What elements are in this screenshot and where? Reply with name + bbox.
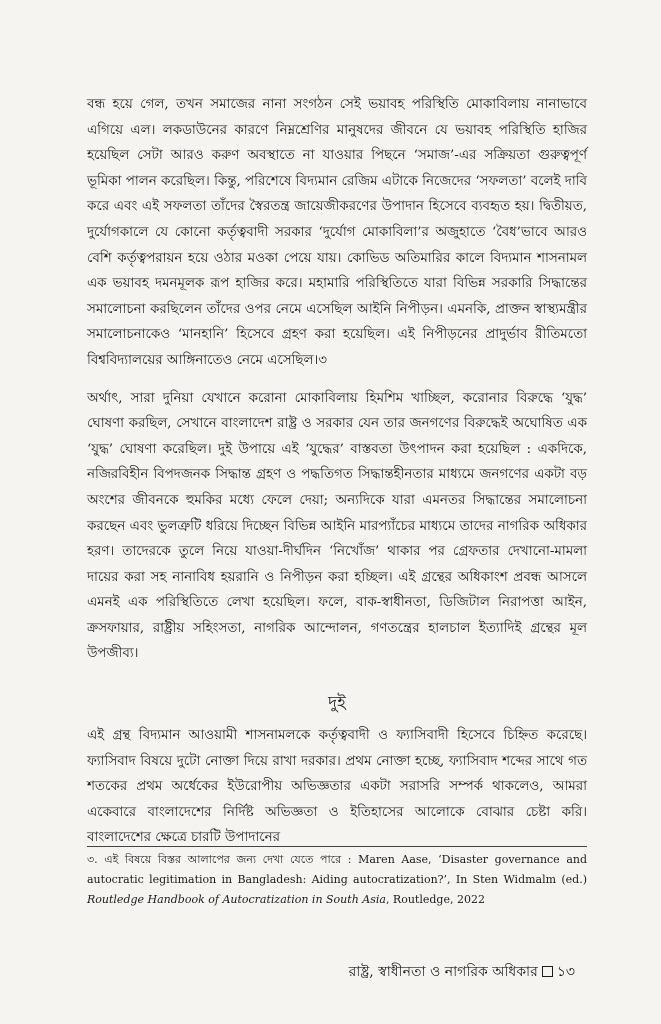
footnote (87, 850, 587, 910)
main-text-block (87, 92, 587, 851)
footnote-book-title: Routledge Handbook of Autocratization in South Asia (87, 893, 386, 906)
square-box-icon (542, 966, 553, 977)
body-paragraph-1: বন্ধ হয়ে গেল, তখন সমাজের নানা সংগঠন সেই ভয়াবহ পরিস্থিতি মোকাবিলায় নানাভাবে এগিয়ে এল। লকডাউনের কারণে নিম্নশ্রেণির মানুষদের জীবনে যে ভয়াবহ পরিস্থিতি হাজির হয়েছিল সেটা আরও করুণ অবস্থাতে না যাওয়ার পিছনে ‘সমাজ’-এর সক্রিয়তা গুরুত্বপূর্ণ ভূমিকা পালন করেছিল। কিন্তু, পরিশেষে বিদ্যমান রেজিম এটাকে নিজেদের ‘সফলতা’ বলেই দাবি করে এবং এই সফলতা তাঁদের স্বৈরতন্ত্র জায়েজীকরণের উপাদান হিসেবে ব্যবহৃত হয়। দ্বিতীয়ত, দুর্যোগকালে যে কোনো কর্তৃত্ববাদী সরকার ‘দুর্যোগ মোকাবিলা’র অজুহাতে ‘বৈধ’ভাবে আরও বেশি কর্তৃত্বপরায়ন হয়ে ওঠার মওকা পেয়ে যায়। কোভিড অতিমারির কালে বিদ্যমান শাসনামল এক ভয়াবহ দমনমূলক রূপ হাজির করে। মহামারি পরিস্থিতিতে যারা বিভিন্ন সরকারি সিদ্ধান্তের সমালোচনা করছিলেন তাঁদের ওপর নেমে এসেছিল আইনি নিপীড়ন। এমনকি, প্রাক্তন স্বাস্থ্যমন্ত্রীর সমালোচনাকেও ‘মানহানি’ হিসেবে গ্রহণ করা হয়েছিল। এই নিপীড়নের প্রাদুর্ভাব রীতিমতো বিশ্ববিদ্যালয়ের আঙ্গিনাতেও নেমে এসেছিল।৩ (87, 97, 587, 368)
body-paragraph-2: অর্থাৎ, সারা দুনিয়া যেখানে করোনা মোকাবিলায় হিমশিম খাচ্ছিল, করোনার বিরুদ্ধে ‘যুদ্ধ’ ঘোষণা করছিল, সেখানে বাংলাদেশ রাষ্ট্র ও সরকার যেন তার জনগণের বিরুদ্ধেই অঘোষিত এক ‘যুদ্ধ’ ঘোষণা করেছিল। দুই উপায়ে এই ‘যুদ্ধের’ বাস্তবতা উৎপাদন করা হয়েছিল : একদিকে, নজিরবিহীন বিপদজনক সিদ্ধান্ত গ্রহণ ও পদ্ধতিগত সিদ্ধান্তহীনতার মাধ্যমে জনগণের একটা বড় অংশের জীবনকে হুমকির মধ্যে ফেলে দেয়া; অন্যদিকে যারা এমনতর সিদ্ধান্তের সমালোচনা করছেন এবং ভুলত্রুটি ধরিয়ে দিচ্ছেন বিভিন্ন আইনি মারপ্যাঁচের মাধ্যমে তাদের নাগরিক অধিকার হরণ। তাদেরকে তুলে নিয়ে যাওয়া-দীর্ঘদিন ‘নিখোঁজ’ থাকার পর গ্রেফতার দেখানো-মামলা দায়ের করা সহ নানাবিধ হয়রানি ও নিপীড়ন করা হচ্ছিল। এই গ্রন্থের অধিকাংশ প্রবন্ধ আসলে এমনই এক পরিস্থিতিতে লেখা হয়েছিল। ফলে, বাক-স্বাধীনতা, ডিজিটাল নিরাপত্তা আইন, ক্রসফায়ার, রাষ্ট্রীয় সহিংসতা, নাগরিক আন্দোলন, গণতন্ত্রের হালচাল ইত্যাদিই গ্রন্থের মূল উপজীব্য। (87, 390, 587, 662)
running-title: রাষ্ট্র, স্বাধীনতা ও নাগরিক অধিকার (348, 964, 538, 980)
footnote-divider (87, 846, 587, 847)
footnote-prefix: ৩. এই বিষয়ে বিস্তর আলাপের জন্য দেখা যেতে পারে : Maren Aase, ‘Disaster governance and autocratic legitimation in Bangladesh: Aiding autocratization?’, In Sten Widmalm (ed.) (87, 853, 587, 886)
running-footer (349, 962, 575, 982)
section-heading: দুই (328, 693, 346, 714)
page-number: ১৩ (556, 964, 575, 980)
footnote-suffix: , Routledge, 2022 (385, 893, 485, 906)
section-paragraph: এই গ্রন্থ বিদ্যমান আওয়ামী শাসনামলকে কর্তৃত্ববাদী ও ফ্যাসিবাদী হিসেবে চিহ্নিত করেছে। ফ্যাসিবাদ বিষয়ে দুটো নোক্তা দিয়ে রাখা দরকার। প্রথম নোক্তা হচ্ছে, ফ্যাসিবাদ শব্দের সাথে গত শতকের প্রথম অর্ধেকের ইউরোপীয় অভিজ্ঞতার একটা সরাসরি সম্পর্ক থাকলেও, আমরা একেবারে বাংলাদেশের নির্দিষ্ট অভিজ্ঞতা ও ইতিহাসের আলোকে বোঝার চেষ্টা করি। বাংলাদেশের ক্ষেত্রে চারটি উপাদানের (87, 728, 587, 846)
